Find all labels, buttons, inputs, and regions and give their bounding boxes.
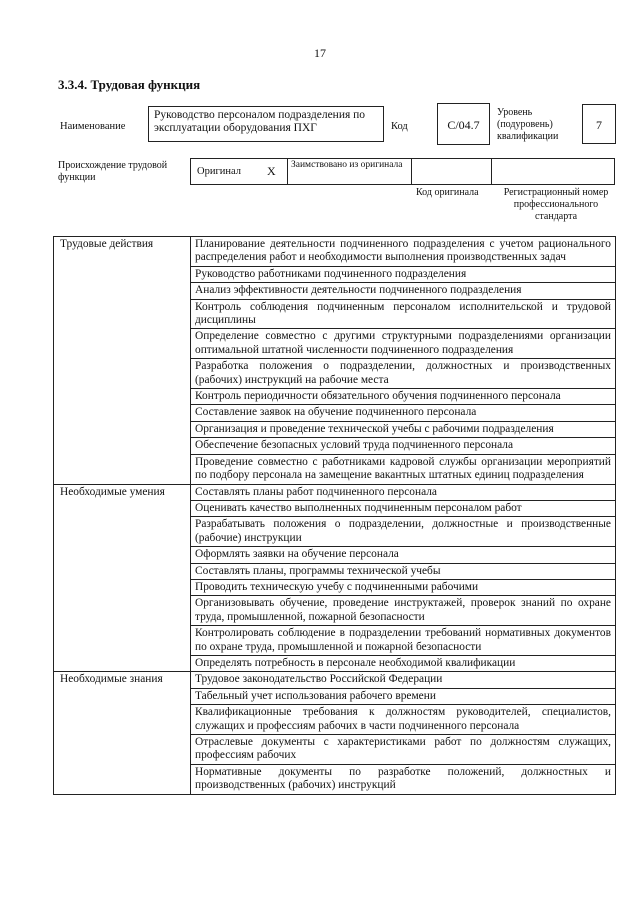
reg-number-label: Регистрационный номер профессионального стандарта [503, 187, 609, 222]
item-cell: Контролировать соблюдение в подразделении требований нормативных документов по охране труда, промышленной и пожарной безопасности [191, 626, 616, 656]
item-cell: Трудовое законодательство Российской Федерации [191, 672, 616, 688]
table-row [54, 484, 616, 500]
borrowed-label: Заимствовано из оригинала [291, 160, 403, 170]
code-original-label: Код оригинала [416, 187, 479, 198]
item-cell: Разрабатывать положения о подразделении, должностные и производственные (рабочие) инструкции [191, 517, 616, 547]
item-cell: Проводить техническую учебу с подчиненными рабочими [191, 579, 616, 595]
item-cell: Определять потребность в персонале необходимой квалификации [191, 655, 616, 671]
item-cell: Оценивать качество выполненных подчиненным персоналом работ [191, 500, 616, 516]
name-value: Руководство персоналом подразделения по эксплуатации оборудования ПХГ [148, 106, 384, 142]
origin-cell-code [411, 159, 492, 184]
level-label: Уровень (подуровень) квалификации [497, 107, 559, 142]
category-cell: Трудовые действия [54, 237, 191, 485]
page-number: 17 [314, 46, 326, 60]
item-cell: Организация и проведение технической учебы с рабочими подразделения [191, 421, 616, 437]
section-title: 3.3.4. Трудовая функция [58, 77, 201, 92]
labor-function-table [53, 236, 616, 795]
level-value: 7 [582, 104, 616, 144]
item-cell: Планирование деятельности подчиненного подразделения с учетом рационального распределения работ и необходимости выполнения производственных задач [191, 237, 616, 267]
table-row [54, 237, 616, 267]
item-cell: Нормативные документы по разработке положений, должностных и производственных (рабочих) инструкций [191, 764, 616, 794]
item-cell: Составлять планы работ подчиненного персонала [191, 484, 616, 500]
origin-cell-original [191, 159, 288, 184]
origin-cell-reg [491, 159, 614, 184]
item-cell: Составление заявок на обучение подчиненного персонала [191, 405, 616, 421]
origin-cell-borrowed [287, 159, 412, 184]
origin-label: Происхождение трудовой функции [58, 160, 168, 183]
item-cell: Анализ эффективности деятельности подчиненного подразделения [191, 283, 616, 299]
item-cell: Квалификационные требования к должностям руководителей, специалистов, служащих и профессиям рабочих в части подчиненного персонала [191, 705, 616, 735]
code-label: Код [391, 121, 408, 132]
category-cell: Необходимые умения [54, 484, 191, 672]
category-cell: Необходимые знания [54, 672, 191, 794]
code-value: С/04.7 [437, 103, 490, 145]
item-cell: Оформлять заявки на обучение персонала [191, 547, 616, 563]
item-cell: Организовывать обучение, проведение инструктажей, проверок знаний по охране труда, промышленной, пожарной безопасности [191, 596, 616, 626]
item-cell: Определение совместно с другими структурными подразделениями организации оптимальной штатной численности подчиненного подразделения [191, 329, 616, 359]
original-mark: X [267, 164, 276, 178]
item-cell: Отраслевые документы с характеристиками работ по должностям служащих, профессиям рабочих [191, 735, 616, 765]
item-cell: Контроль соблюдения подчиненным персоналом исполнительской и трудовой дисциплины [191, 299, 616, 329]
name-label: Наименование [60, 121, 126, 132]
item-cell: Разработка положения о подразделении, должностных и производственных (рабочих) инструкций на рабочие места [191, 359, 616, 389]
item-cell: Контроль периодичности обязательного обучения подчиненного персонала [191, 389, 616, 405]
item-cell: Табельный учет использования рабочего времени [191, 688, 616, 704]
item-cell: Руководство работниками подчиненного подразделения [191, 266, 616, 282]
item-cell: Составлять планы, программы технической учебы [191, 563, 616, 579]
original-label: Оригинал [197, 166, 241, 177]
item-cell: Проведение совместно с работниками кадровой службы организации мероприятий по подбору персонала на замещение вакантных штатных единиц подразделения [191, 454, 616, 484]
table-row [54, 672, 616, 688]
origin-table [190, 158, 615, 185]
item-cell: Обеспечение безопасных условий труда подчиненного персонала [191, 438, 616, 454]
